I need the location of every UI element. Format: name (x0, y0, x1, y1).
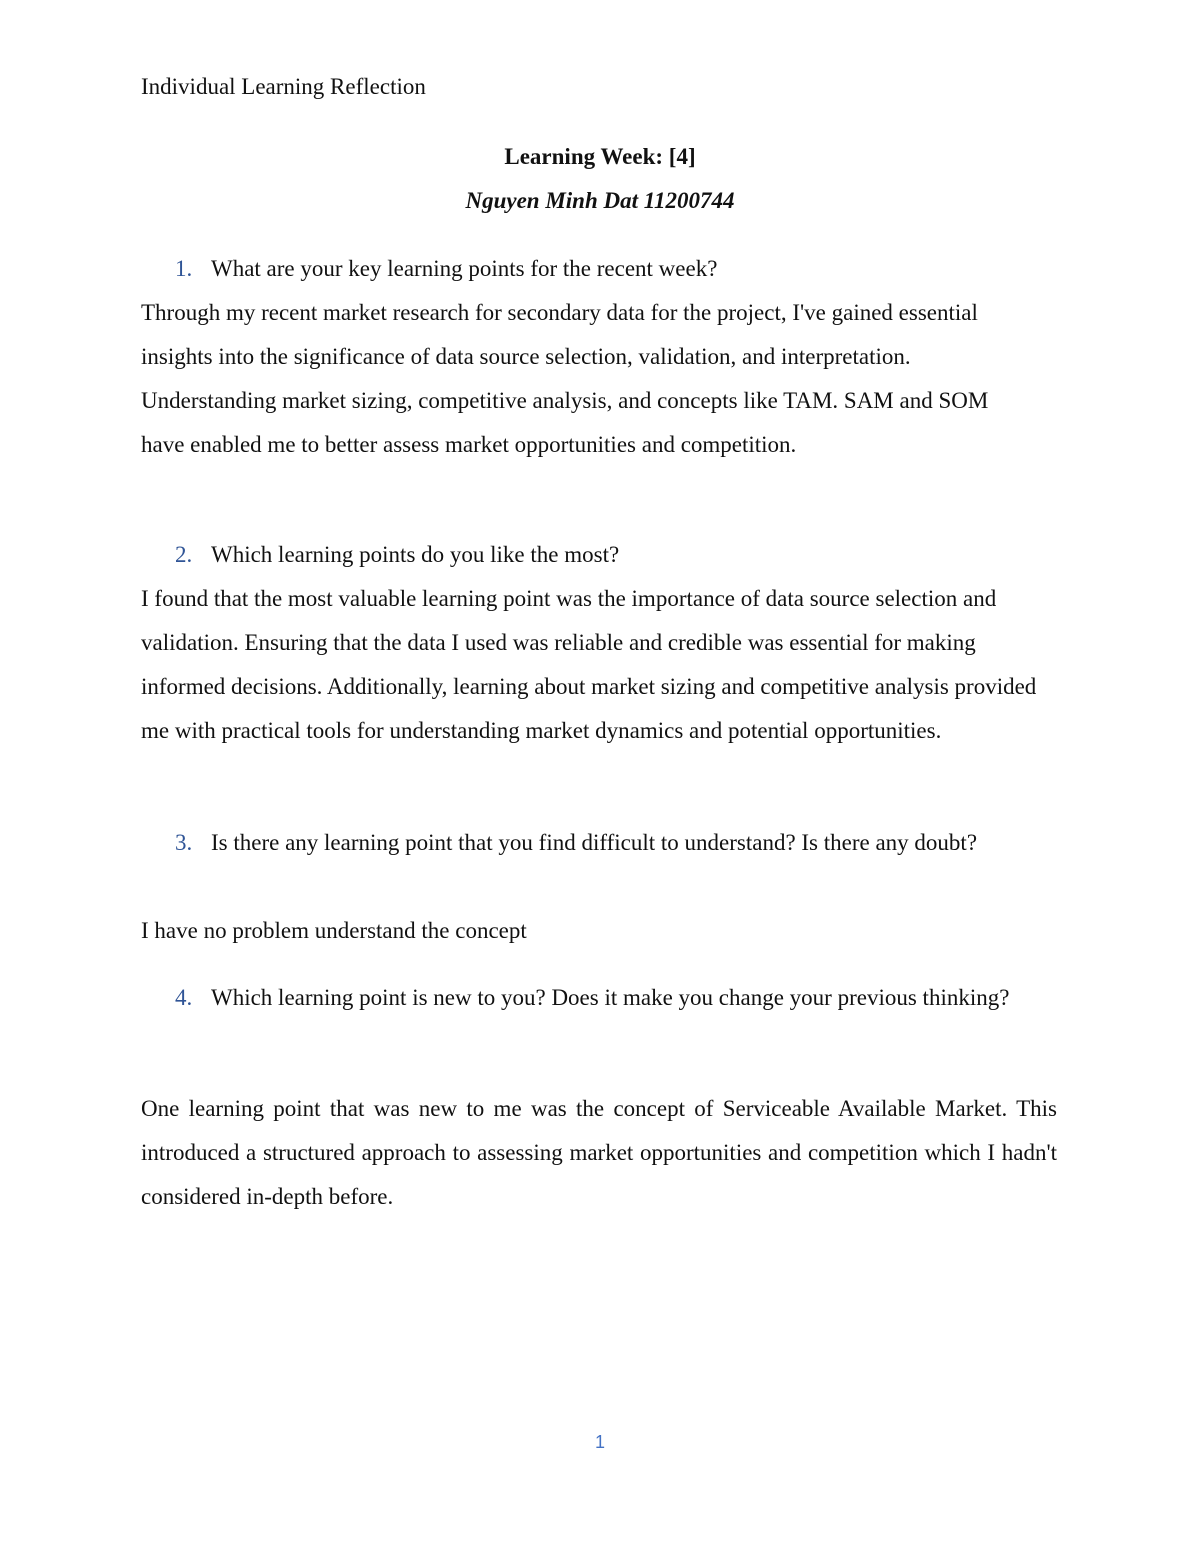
question-text: Which learning points do you like the most? (211, 542, 620, 567)
answer-4: One learning point that was new to me was the concept of Serviceable Available Market. This introduced a structured approach to assessing market opportunities and competition which I hadn't considered in-depth before. (141, 1096, 1057, 1209)
page-number: 1 (594, 1432, 605, 1452)
question-4 (141, 976, 1057, 1020)
question-3 (141, 821, 1057, 865)
question-2 (141, 533, 1057, 577)
author-name: Nguyen Minh Dat 11200744 (465, 188, 735, 213)
answer-1: Through my recent market research for secondary data for the project, I've gained essential insights into the significance of data source selection, validation, and interpretation. Understanding market sizing, competitive analysis, and concepts like TAM. SAM and SOM have enabled me to better assess market opportunities and competition. (141, 300, 989, 457)
question-text: Which learning point is new to you? Does it make you change your previous thinking? (211, 985, 1010, 1010)
question-number: 1. (175, 256, 193, 281)
answer-2: I found that the most valuable learning point was the importance of data source selection and validation. Ensuring that the data I used was reliable and credible was essential for making informed decisions. Additionally, learning about market sizing and competitive analysis provided me with practical tools for understanding market dynamics and potential opportunities. (141, 586, 1037, 743)
question-number: 2. (175, 542, 193, 567)
week-heading: Learning Week: [4] (504, 144, 696, 169)
question-text: Is there any learning point that you find difficult to understand? Is there any doubt? (211, 830, 978, 855)
question-number: 3. (175, 830, 193, 855)
document-title: Individual Learning Reflection (141, 74, 426, 99)
question-text: What are your key learning points for the recent week? (211, 256, 718, 281)
question-1 (141, 247, 1057, 291)
answer-3: I have no problem understand the concept (141, 918, 527, 943)
question-number: 4. (175, 985, 193, 1010)
